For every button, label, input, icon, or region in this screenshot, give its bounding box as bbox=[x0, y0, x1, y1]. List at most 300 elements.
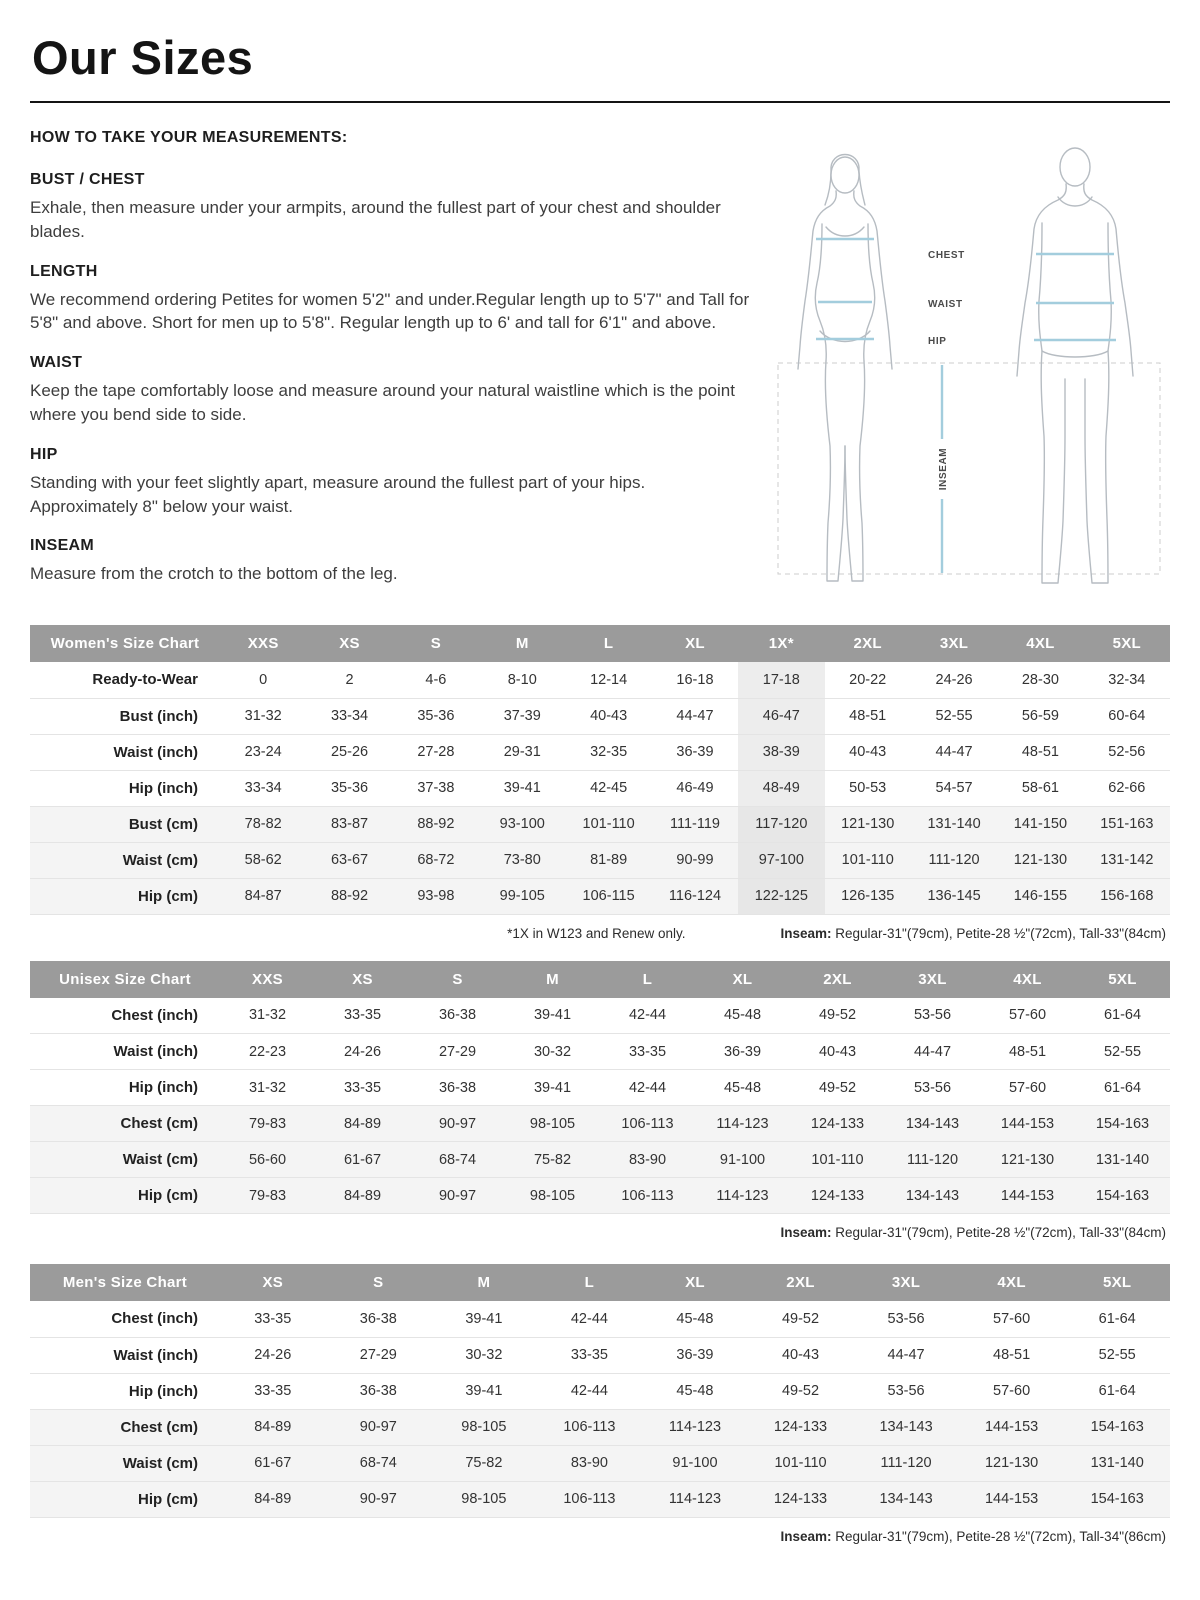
size-cell: 12-14 bbox=[565, 662, 651, 698]
column-header: XS bbox=[315, 961, 410, 998]
column-header: 2XL bbox=[825, 625, 911, 662]
intro-section bbox=[30, 129, 1170, 607]
size-cell: 121-130 bbox=[959, 1445, 1065, 1481]
size-cell: 91-100 bbox=[695, 1142, 790, 1178]
size-cell: 61-64 bbox=[1075, 1070, 1170, 1106]
size-cell: 60-64 bbox=[1084, 698, 1170, 734]
size-cell: 154-163 bbox=[1064, 1409, 1170, 1445]
size-cell: 57-60 bbox=[959, 1301, 1065, 1337]
row-label: Bust (inch) bbox=[30, 698, 220, 734]
row-label: Hip (inch) bbox=[30, 770, 220, 806]
size-cell: 154-163 bbox=[1064, 1481, 1170, 1517]
size-cell: 36-38 bbox=[326, 1373, 432, 1409]
table-row bbox=[30, 734, 1170, 770]
size-cell: 121-130 bbox=[997, 842, 1083, 878]
size-cell: 134-143 bbox=[853, 1481, 959, 1517]
size-cell: 121-130 bbox=[825, 806, 911, 842]
section-title-length: LENGTH bbox=[30, 262, 98, 280]
size-cell: 29-31 bbox=[479, 734, 565, 770]
size-cell: 45-48 bbox=[642, 1373, 748, 1409]
size-cell: 57-60 bbox=[980, 998, 1075, 1034]
table-row bbox=[30, 1106, 1170, 1142]
size-cell: 40-43 bbox=[825, 734, 911, 770]
column-header: 2XL bbox=[748, 1264, 854, 1301]
column-header: M bbox=[431, 1264, 537, 1301]
column-header: M bbox=[505, 961, 600, 998]
column-header: 4XL bbox=[980, 961, 1075, 998]
size-cell: 44-47 bbox=[911, 734, 997, 770]
size-cell: 134-143 bbox=[885, 1106, 980, 1142]
size-cell: 68-74 bbox=[326, 1445, 432, 1481]
size-cell: 53-56 bbox=[885, 998, 980, 1034]
size-cell: 79-83 bbox=[220, 1178, 315, 1214]
table-row bbox=[30, 1481, 1170, 1517]
size-cell: 84-89 bbox=[315, 1106, 410, 1142]
size-cell: 117-120 bbox=[738, 806, 824, 842]
column-header: L bbox=[537, 1264, 643, 1301]
size-cell: 83-90 bbox=[600, 1142, 695, 1178]
size-cell: 33-35 bbox=[220, 1301, 326, 1337]
table-row bbox=[30, 770, 1170, 806]
column-header: XL bbox=[695, 961, 790, 998]
column-header: XS bbox=[220, 1264, 326, 1301]
size-cell: 68-72 bbox=[393, 842, 479, 878]
size-cell: 49-52 bbox=[748, 1301, 854, 1337]
size-cell: 44-47 bbox=[853, 1337, 959, 1373]
size-cell: 84-87 bbox=[220, 878, 306, 914]
waist-label: WAIST bbox=[928, 299, 963, 310]
size-cell: 156-168 bbox=[1084, 878, 1170, 914]
column-header: 5XL bbox=[1075, 961, 1170, 998]
size-cell: 48-51 bbox=[959, 1337, 1065, 1373]
size-cell: 90-97 bbox=[326, 1481, 432, 1517]
size-cell: 33-35 bbox=[315, 1070, 410, 1106]
size-cell: 35-36 bbox=[306, 770, 392, 806]
size-cell: 144-153 bbox=[959, 1409, 1065, 1445]
size-cell: 124-133 bbox=[790, 1178, 885, 1214]
size-cell: 154-163 bbox=[1075, 1106, 1170, 1142]
column-header: XL bbox=[642, 1264, 748, 1301]
size-cell: 44-47 bbox=[885, 1034, 980, 1070]
size-cell: 2 bbox=[306, 662, 392, 698]
size-cell: 88-92 bbox=[393, 806, 479, 842]
measurement-lines bbox=[816, 239, 1116, 573]
section-title-waist: WAIST bbox=[30, 354, 83, 372]
size-cell: 134-143 bbox=[853, 1409, 959, 1445]
row-label: Waist (inch) bbox=[30, 1034, 220, 1070]
size-cell: 32-35 bbox=[565, 734, 651, 770]
row-label: Chest (inch) bbox=[30, 998, 220, 1034]
size-cell: 68-74 bbox=[410, 1142, 505, 1178]
size-table bbox=[30, 1264, 1170, 1518]
size-cell: 57-60 bbox=[980, 1070, 1075, 1106]
size-cell: 40-43 bbox=[748, 1337, 854, 1373]
size-cell: 17-18 bbox=[738, 662, 824, 698]
size-cell: 56-59 bbox=[997, 698, 1083, 734]
size-cell: 88-92 bbox=[306, 878, 392, 914]
size-cell: 44-47 bbox=[652, 698, 738, 734]
womens-size-chart bbox=[30, 625, 1170, 943]
page-title: Our Sizes bbox=[32, 31, 254, 84]
size-cell: 111-120 bbox=[853, 1445, 959, 1481]
size-cell: 45-48 bbox=[695, 1070, 790, 1106]
size-cell: 144-153 bbox=[959, 1481, 1065, 1517]
size-cell: 58-61 bbox=[997, 770, 1083, 806]
size-cell: 61-67 bbox=[220, 1445, 326, 1481]
row-label: Hip (cm) bbox=[30, 1178, 220, 1214]
size-cell: 53-56 bbox=[853, 1301, 959, 1337]
size-cell: 101-110 bbox=[825, 842, 911, 878]
size-cell: 141-150 bbox=[997, 806, 1083, 842]
table-row bbox=[30, 842, 1170, 878]
size-cell: 33-35 bbox=[600, 1034, 695, 1070]
size-cell: 111-119 bbox=[652, 806, 738, 842]
inseam-footnote: Inseam: Regular-31"(79cm), Petite-28 ½"(72cm), Tall-33"(84cm) bbox=[780, 925, 1166, 941]
size-cell: 24-26 bbox=[911, 662, 997, 698]
size-cell: 52-55 bbox=[1064, 1337, 1170, 1373]
size-cell: 39-41 bbox=[431, 1373, 537, 1409]
size-cell: 39-41 bbox=[479, 770, 565, 806]
table-row bbox=[30, 1178, 1170, 1214]
size-cell: 90-97 bbox=[410, 1106, 505, 1142]
table-row bbox=[30, 806, 1170, 842]
section-body-length: We recommend ordering Petites for women 5'2" and under.Regular length up to 5'7" and Tall for 5'8" and above. Short for men up to 5'8". Regular length up to 6' and tall for 6'1" and above. bbox=[30, 289, 750, 333]
row-label: Ready-to-Wear bbox=[30, 662, 220, 698]
section-title-hip: HIP bbox=[30, 445, 58, 463]
unisex-size-chart bbox=[30, 961, 1170, 1243]
table-row bbox=[30, 1337, 1170, 1373]
size-cell: 83-87 bbox=[306, 806, 392, 842]
size-cell: 33-35 bbox=[537, 1337, 643, 1373]
size-cell: 106-113 bbox=[537, 1481, 643, 1517]
size-cell: 48-51 bbox=[997, 734, 1083, 770]
table-row bbox=[30, 1070, 1170, 1106]
size-cell: 90-97 bbox=[326, 1409, 432, 1445]
size-cell: 99-105 bbox=[479, 878, 565, 914]
size-cell: 131-140 bbox=[911, 806, 997, 842]
size-cell: 81-89 bbox=[565, 842, 651, 878]
column-header: XS bbox=[306, 625, 392, 662]
table-row bbox=[30, 878, 1170, 914]
asterisk-footnote: *1X in W123 and Renew only. bbox=[507, 925, 686, 941]
size-cell: 24-26 bbox=[220, 1337, 326, 1373]
column-header: 4XL bbox=[997, 625, 1083, 662]
size-cell: 33-35 bbox=[315, 998, 410, 1034]
inseam-footnote: Inseam: Regular-31"(79cm), Petite-28 ½"(72cm), Tall-34"(86cm) bbox=[780, 1528, 1166, 1544]
size-cell: 91-100 bbox=[642, 1445, 748, 1481]
hip-label: HIP bbox=[928, 336, 947, 347]
table-row bbox=[30, 1142, 1170, 1178]
table-row bbox=[30, 662, 1170, 698]
table-row bbox=[30, 998, 1170, 1034]
size-cell: 48-51 bbox=[980, 1034, 1075, 1070]
row-label: Bust (cm) bbox=[30, 806, 220, 842]
size-cell: 58-62 bbox=[220, 842, 306, 878]
size-cell: 114-123 bbox=[642, 1409, 748, 1445]
size-cell: 98-105 bbox=[505, 1178, 600, 1214]
size-cell: 61-64 bbox=[1075, 998, 1170, 1034]
column-header: L bbox=[565, 625, 651, 662]
size-table bbox=[30, 961, 1170, 1215]
size-cell: 25-26 bbox=[306, 734, 392, 770]
table-footnotes bbox=[30, 915, 1170, 943]
size-cell: 93-98 bbox=[393, 878, 479, 914]
size-cell: 23-24 bbox=[220, 734, 306, 770]
size-cell: 61-64 bbox=[1064, 1301, 1170, 1337]
size-cell: 84-89 bbox=[220, 1481, 326, 1517]
table-row bbox=[30, 1034, 1170, 1070]
column-header: 1X* bbox=[738, 625, 824, 662]
column-header: S bbox=[326, 1264, 432, 1301]
size-cell: 46-47 bbox=[738, 698, 824, 734]
size-cell: 114-123 bbox=[695, 1106, 790, 1142]
size-cell: 93-100 bbox=[479, 806, 565, 842]
size-cell: 52-55 bbox=[1075, 1034, 1170, 1070]
column-header: L bbox=[600, 961, 695, 998]
size-cell: 124-133 bbox=[748, 1481, 854, 1517]
man-figure bbox=[1017, 148, 1133, 583]
table-footnotes bbox=[30, 1214, 1170, 1242]
size-cell: 116-124 bbox=[652, 878, 738, 914]
size-cell: 8-10 bbox=[479, 662, 565, 698]
size-cell: 111-120 bbox=[885, 1142, 980, 1178]
size-cell: 39-41 bbox=[505, 1070, 600, 1106]
size-cell: 106-113 bbox=[600, 1106, 695, 1142]
size-table bbox=[30, 625, 1170, 915]
woman-figure bbox=[798, 155, 892, 582]
size-cell: 27-29 bbox=[410, 1034, 505, 1070]
row-label: Waist (cm) bbox=[30, 1142, 220, 1178]
row-label: Chest (cm) bbox=[30, 1106, 220, 1142]
size-cell: 53-56 bbox=[885, 1070, 980, 1106]
size-cell: 37-38 bbox=[393, 770, 479, 806]
row-label: Hip (inch) bbox=[30, 1070, 220, 1106]
size-cell: 0 bbox=[220, 662, 306, 698]
size-cell: 114-123 bbox=[642, 1481, 748, 1517]
size-cell: 36-39 bbox=[642, 1337, 748, 1373]
size-cell: 27-29 bbox=[326, 1337, 432, 1373]
row-label: Chest (inch) bbox=[30, 1301, 220, 1337]
size-cell: 73-80 bbox=[479, 842, 565, 878]
table-row bbox=[30, 698, 1170, 734]
size-cell: 84-89 bbox=[220, 1409, 326, 1445]
size-cell: 101-110 bbox=[565, 806, 651, 842]
size-cell: 131-140 bbox=[1075, 1142, 1170, 1178]
size-cell: 4-6 bbox=[393, 662, 479, 698]
size-cell: 53-56 bbox=[853, 1373, 959, 1409]
size-cell: 83-90 bbox=[537, 1445, 643, 1481]
size-cell: 84-89 bbox=[315, 1178, 410, 1214]
measurement-instructions bbox=[30, 129, 770, 607]
size-cell: 36-38 bbox=[410, 1070, 505, 1106]
size-cell: 27-28 bbox=[393, 734, 479, 770]
measurement-diagram bbox=[770, 129, 1170, 607]
size-cell: 54-57 bbox=[911, 770, 997, 806]
size-cell: 106-115 bbox=[565, 878, 651, 914]
size-cell: 57-60 bbox=[959, 1373, 1065, 1409]
size-cell: 52-56 bbox=[1084, 734, 1170, 770]
size-cell: 32-34 bbox=[1084, 662, 1170, 698]
size-cell: 48-51 bbox=[825, 698, 911, 734]
size-cell: 144-153 bbox=[980, 1106, 1075, 1142]
size-cell: 79-83 bbox=[220, 1106, 315, 1142]
section-body-hip: Standing with your feet slightly apart, measure around the fullest part of your hips. Approximately 8" below your waist. bbox=[30, 472, 646, 516]
column-header: 3XL bbox=[853, 1264, 959, 1301]
inseam-label: INSEAM bbox=[938, 447, 949, 491]
size-cell: 36-38 bbox=[410, 998, 505, 1034]
size-cell: 90-97 bbox=[410, 1178, 505, 1214]
size-cell: 49-52 bbox=[790, 1070, 885, 1106]
size-cell: 101-110 bbox=[790, 1142, 885, 1178]
instructions-heading: HOW TO TAKE YOUR MEASUREMENTS: bbox=[30, 129, 348, 146]
inseam-dashed-box bbox=[778, 363, 1160, 574]
size-cell: 33-34 bbox=[220, 770, 306, 806]
size-cell: 98-105 bbox=[505, 1106, 600, 1142]
size-cell: 131-142 bbox=[1084, 842, 1170, 878]
table-title: Unisex Size Chart bbox=[30, 961, 220, 998]
size-cell: 63-67 bbox=[306, 842, 392, 878]
row-label: Hip (cm) bbox=[30, 1481, 220, 1517]
size-cell: 22-23 bbox=[220, 1034, 315, 1070]
size-cell: 45-48 bbox=[695, 998, 790, 1034]
size-cell: 50-53 bbox=[825, 770, 911, 806]
column-header: 2XL bbox=[790, 961, 885, 998]
size-cell: 42-44 bbox=[600, 1070, 695, 1106]
row-label: Waist (inch) bbox=[30, 1337, 220, 1373]
size-cell: 30-32 bbox=[505, 1034, 600, 1070]
size-cell: 31-32 bbox=[220, 1070, 315, 1106]
size-cell: 20-22 bbox=[825, 662, 911, 698]
size-cell: 97-100 bbox=[738, 842, 824, 878]
size-cell: 39-41 bbox=[431, 1301, 537, 1337]
size-cell: 136-145 bbox=[911, 878, 997, 914]
size-cell: 48-49 bbox=[738, 770, 824, 806]
column-header: 3XL bbox=[885, 961, 980, 998]
size-cell: 16-18 bbox=[652, 662, 738, 698]
size-cell: 40-43 bbox=[790, 1034, 885, 1070]
size-cell: 37-39 bbox=[479, 698, 565, 734]
size-cell: 106-113 bbox=[537, 1409, 643, 1445]
row-label: Waist (cm) bbox=[30, 1445, 220, 1481]
size-cell: 33-34 bbox=[306, 698, 392, 734]
size-cell: 61-67 bbox=[315, 1142, 410, 1178]
size-cell: 52-55 bbox=[911, 698, 997, 734]
section-title-inseam: INSEAM bbox=[30, 537, 95, 555]
size-cell: 36-38 bbox=[326, 1301, 432, 1337]
section-body-waist: Keep the tape comfortably loose and measure around your natural waistline which is the point where you bend side to side. bbox=[30, 381, 735, 424]
section-body-bust-chest: Exhale, then measure under your armpits, around the fullest part of your chest and shoulder blades. bbox=[30, 198, 721, 241]
size-cell: 45-48 bbox=[642, 1301, 748, 1337]
column-header: XXS bbox=[220, 625, 306, 662]
table-footnotes bbox=[30, 1518, 1170, 1546]
row-label: Chest (cm) bbox=[30, 1409, 220, 1445]
size-cell: 36-39 bbox=[652, 734, 738, 770]
size-cell: 122-125 bbox=[738, 878, 824, 914]
size-cell: 78-82 bbox=[220, 806, 306, 842]
column-header: 5XL bbox=[1064, 1264, 1170, 1301]
size-cell: 28-30 bbox=[997, 662, 1083, 698]
table-row bbox=[30, 1373, 1170, 1409]
size-cell: 144-153 bbox=[980, 1178, 1075, 1214]
size-cell: 146-155 bbox=[997, 878, 1083, 914]
size-cell: 121-130 bbox=[980, 1142, 1075, 1178]
size-cell: 56-60 bbox=[220, 1142, 315, 1178]
body-measurement-illustration bbox=[770, 131, 1170, 606]
size-cell: 124-133 bbox=[790, 1106, 885, 1142]
size-cell: 106-113 bbox=[600, 1178, 695, 1214]
column-header: 4XL bbox=[959, 1264, 1065, 1301]
mens-size-chart bbox=[30, 1264, 1170, 1546]
column-header: XL bbox=[652, 625, 738, 662]
size-cell: 124-133 bbox=[748, 1409, 854, 1445]
column-header: 3XL bbox=[911, 625, 997, 662]
table-row bbox=[30, 1301, 1170, 1337]
column-header: XXS bbox=[220, 961, 315, 998]
size-cell: 75-82 bbox=[431, 1445, 537, 1481]
inseam-footnote: Inseam: Regular-31"(79cm), Petite-28 ½"(72cm), Tall-33"(84cm) bbox=[780, 1225, 1166, 1240]
size-cell: 61-64 bbox=[1064, 1373, 1170, 1409]
size-cell: 49-52 bbox=[748, 1373, 854, 1409]
size-cell: 42-44 bbox=[600, 998, 695, 1034]
table-row bbox=[30, 1409, 1170, 1445]
size-cell: 131-140 bbox=[1064, 1445, 1170, 1481]
chest-label: CHEST bbox=[928, 250, 965, 261]
row-label: Waist (cm) bbox=[30, 842, 220, 878]
size-cell: 42-44 bbox=[537, 1301, 643, 1337]
table-title: Women's Size Chart bbox=[30, 625, 220, 662]
row-label: Hip (inch) bbox=[30, 1373, 220, 1409]
column-header: S bbox=[410, 961, 505, 998]
size-cell: 114-123 bbox=[695, 1178, 790, 1214]
size-cell: 42-44 bbox=[537, 1373, 643, 1409]
size-cell: 62-66 bbox=[1084, 770, 1170, 806]
size-cell: 46-49 bbox=[652, 770, 738, 806]
size-cell: 126-135 bbox=[825, 878, 911, 914]
size-cell: 151-163 bbox=[1084, 806, 1170, 842]
size-cell: 134-143 bbox=[885, 1178, 980, 1214]
size-cell: 39-41 bbox=[505, 998, 600, 1034]
column-header: M bbox=[479, 625, 565, 662]
size-cell: 49-52 bbox=[790, 998, 885, 1034]
size-cell: 33-35 bbox=[220, 1373, 326, 1409]
size-cell: 75-82 bbox=[505, 1142, 600, 1178]
size-cell: 30-32 bbox=[431, 1337, 537, 1373]
title-divider bbox=[30, 101, 1170, 103]
size-cell: 38-39 bbox=[738, 734, 824, 770]
size-cell: 154-163 bbox=[1075, 1178, 1170, 1214]
size-cell: 98-105 bbox=[431, 1481, 537, 1517]
size-cell: 31-32 bbox=[220, 698, 306, 734]
column-header: 5XL bbox=[1084, 625, 1170, 662]
size-cell: 36-39 bbox=[695, 1034, 790, 1070]
size-cell: 35-36 bbox=[393, 698, 479, 734]
column-header: S bbox=[393, 625, 479, 662]
size-cell: 111-120 bbox=[911, 842, 997, 878]
table-title: Men's Size Chart bbox=[30, 1264, 220, 1301]
size-cell: 40-43 bbox=[565, 698, 651, 734]
section-body-inseam: Measure from the crotch to the bottom of the leg. bbox=[30, 564, 398, 584]
size-cell: 101-110 bbox=[748, 1445, 854, 1481]
size-cell: 98-105 bbox=[431, 1409, 537, 1445]
section-title-bust-chest: BUST / CHEST bbox=[30, 171, 145, 188]
row-label: Hip (cm) bbox=[30, 878, 220, 914]
table-row bbox=[30, 1445, 1170, 1481]
size-cell: 90-99 bbox=[652, 842, 738, 878]
size-cell: 42-45 bbox=[565, 770, 651, 806]
size-cell: 31-32 bbox=[220, 998, 315, 1034]
size-cell: 24-26 bbox=[315, 1034, 410, 1070]
row-label: Waist (inch) bbox=[30, 734, 220, 770]
